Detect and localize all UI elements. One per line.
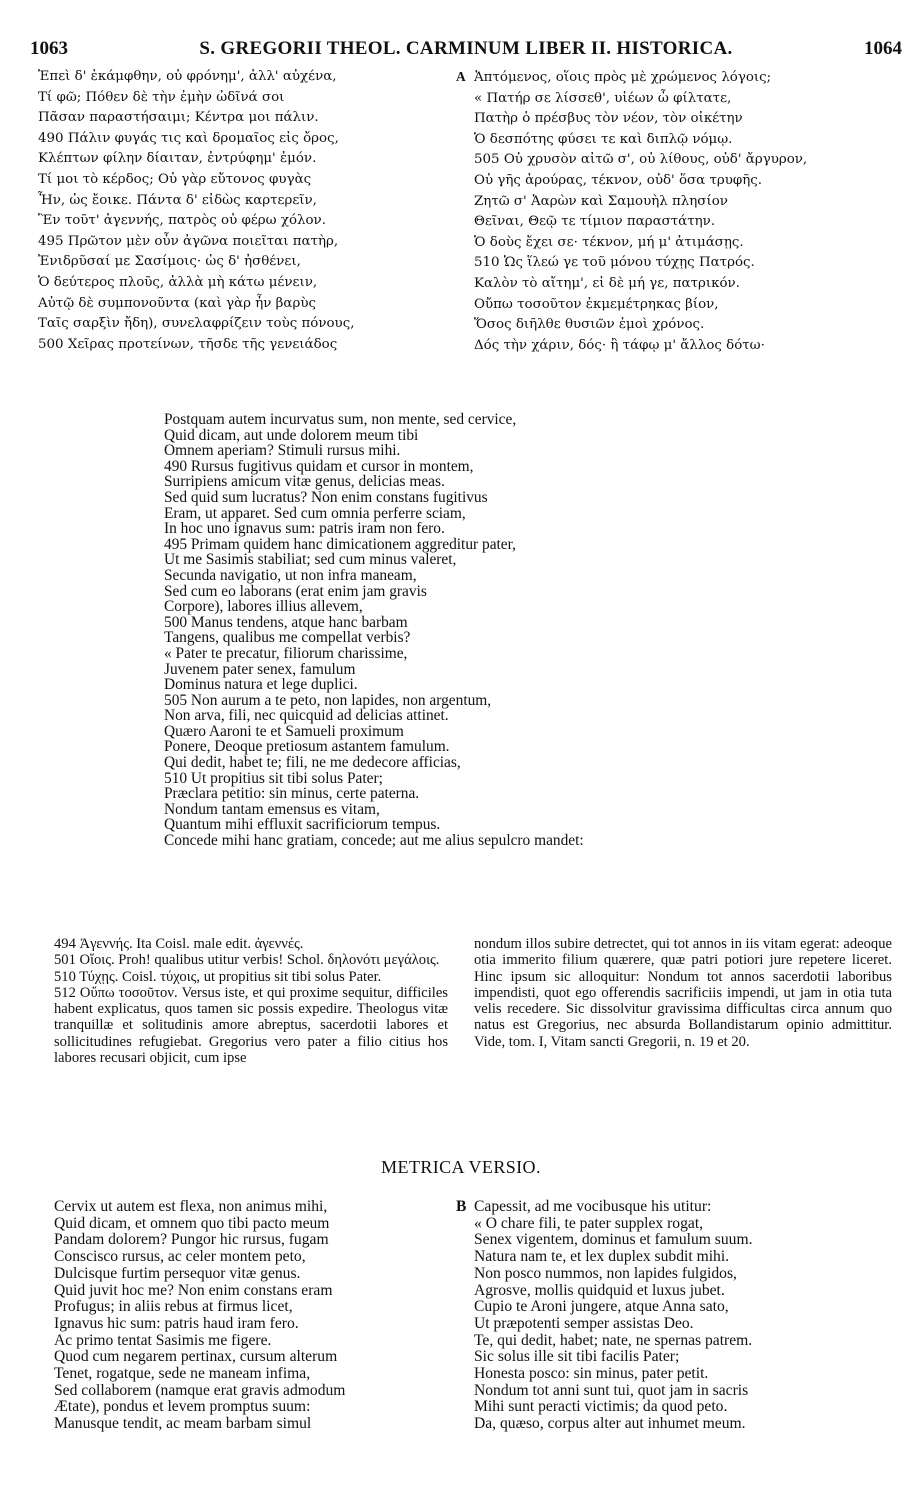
greek-verse-line (38, 149, 458, 170)
latin-verse-line-text: « Pater te precatur, filiorum charissime, (164, 644, 408, 662)
metrica-verse-line-text: Ignavus hic sum: patris haud iram fero. (54, 1314, 299, 1332)
greek-verse-line-text: 505 Οὐ χρυσὸν αἰτῶ σ', οὐ λίθους, οὐδ' ἄργυρον, (474, 152, 808, 168)
latin-verse-line-text: Quæro Aaroni te et Samueli proximum (164, 722, 404, 740)
metrica-verse-line (54, 1333, 444, 1350)
metrica-verse-line-text: « O chare fili, te pater supplex rogat, (474, 1214, 704, 1232)
greek-verse-line (38, 108, 458, 129)
latin-verse-line (164, 428, 864, 444)
greek-verse-line-text: Πᾶσαν παραστήσαιμι; Κέντρα μοι πάλιν. (38, 110, 319, 126)
latin-verse-line-text: Qui dedit, habet te; fili, ne me dedecore afficias, (164, 754, 461, 772)
greek-verse-line (38, 88, 458, 109)
latin-verse-line-text: Non arva, fili, nec quicquid ad delicias attinet. (164, 707, 449, 725)
metrica-verse-line (456, 1199, 896, 1216)
metrica-verse-line (54, 1349, 444, 1366)
metrica-verse-line (54, 1232, 444, 1249)
greek-verse-line-text: Ὁ δεύτερος πλοῦς, ἀλλὰ μὴ κάτω μένειν, (38, 274, 318, 290)
greek-verse-line-text: 490 Πάλιν φυγάς τις καὶ δρομαῖος εἰς ὄρος, (38, 130, 339, 146)
metrica-verse-line (54, 1199, 444, 1216)
greek-verse-line-text: 500 Χεῖρας προτείνων, τῆσδε τῆς γενειάδος (38, 336, 338, 352)
latin-verse-line-text: Tangens, qualibus me compellat verbis? (164, 629, 411, 647)
metrica-verse-line (54, 1249, 444, 1266)
greek-verse-line-text: 510 Ὡς ἵλεώ γε τοῦ μόνου τύχῃς Πατρός. (474, 255, 755, 271)
greek-verse-line (456, 315, 906, 336)
latin-verse-line (164, 708, 864, 724)
latin-verse-line-text: Ut me Sasimis stabiliat; sed cum minus valeret, (164, 551, 457, 569)
greek-verse-line (456, 192, 906, 213)
greek-verse-line (38, 170, 458, 191)
metrica-left-column (54, 1199, 444, 1433)
greek-verse-line (456, 233, 906, 254)
footnotes-left-column (54, 936, 448, 1066)
greek-verse-line-text: Ζητῶ σ' Ἀαρὼν καὶ Σαμουὴλ πλησίον (474, 193, 728, 209)
greek-verse-line-text: 495 Πρῶτον μὲν οὖν ἀγῶνα ποιεῖται πατὴρ, (38, 233, 339, 249)
latin-verse-line-text: Eram, ut apparet. Sed cum omnia perferre sciam, (164, 504, 466, 522)
metrica-verse-line (54, 1416, 444, 1433)
latin-verse-line (164, 817, 864, 833)
latin-verse-line-text: Omnem aperiam? Stimuli rursus mihi. (164, 442, 401, 460)
greek-verse-line-text: Ὁ δοὺς ἔχει σε· τέκνον, μή μ' ἀτιμάσῃς. (474, 234, 744, 250)
latin-verse-line (164, 537, 864, 553)
greek-verse-line (38, 314, 458, 335)
metrica-verse-line (456, 1283, 896, 1300)
metrica-verse-line-text: Capessit, ad me vocibusque his utitur: (474, 1198, 712, 1215)
latin-verse-line (164, 630, 864, 646)
latin-verse-line-text: Surripiens amicum vitæ genus, delicias meas. (164, 473, 445, 491)
greek-verse-line-text: Κλέπτων φίλην δίαιταν, ἐντρύφημ' ἐμόν. (38, 151, 317, 167)
greek-verse-line-text: Ὁ δεσπότης φύσει τε καὶ διπλῷ νόμῳ. (474, 131, 733, 147)
greek-verse-line-text: Καλὸν τὸ αἴτημ', εἰ δὲ μή γε, πατρικόν. (474, 275, 740, 291)
metrica-verse-line (54, 1216, 444, 1233)
greek-verse-line-text: Ἦν, ὡς ἔοικε. Πάντα δ' εἰδὼς καρτερεῖν, (38, 192, 317, 208)
greek-verse-line-text: Ἐνιδρῦσαί με Σασίμοις· ὡς δ' ἠσθένει, (38, 254, 301, 270)
latin-verse-line-text: 510 Ut propitius sit tibi solus Pater; (164, 769, 383, 787)
metrica-verse-line-text: Senex vigentem, dominus et famulum suum. (474, 1231, 753, 1249)
greek-verse-line (456, 171, 906, 192)
greek-verse-line (456, 150, 906, 171)
greek-verse-line-text: Ἓν τοῦτ' ἀγεννής, πατρὸς οὐ φέρω χόλον. (38, 213, 326, 229)
latin-verse-line (164, 786, 864, 802)
footnotes-right-column (474, 936, 892, 1050)
greek-verse-line (38, 335, 458, 356)
metrica-verse-line-text: Profugus; in aliis rebus at firmus licet, (54, 1298, 293, 1316)
metrica-verse-line-text: Cervix ut autem est flexa, non animus mihi, (54, 1198, 328, 1215)
metrica-verse-line (54, 1299, 444, 1316)
metrica-verse-line-text: Non posco nummos, non lapides fulgidos, (474, 1264, 737, 1282)
latin-verse-line (164, 568, 864, 584)
metrica-verse-line (54, 1366, 444, 1383)
metrica-verse-line (456, 1266, 896, 1283)
latin-verse-line (164, 599, 864, 615)
greek-verse-line-text: Ὅσος διῆλθε θυσιῶν ἐμοὶ χρόνος. (474, 317, 705, 333)
metrica-verse-line-text: Ac primo tentat Sasimis me figere. (54, 1331, 272, 1349)
footnote: 501 Οἵοις. Proh! qualibus utitur verbis! Schol. δηλονότι μεγάλοις. (54, 952, 440, 969)
metrica-verse-line-text: Manusque tendit, ac meam barbam simul (54, 1415, 312, 1433)
latin-verse-line-text: Juvenem pater senex, famulum (164, 660, 356, 678)
latin-verse-line (164, 584, 864, 600)
latin-verse-line-text: 490 Rursus fugitivus quidam et cursor in montem, (164, 457, 474, 475)
metrica-verse-line (456, 1316, 896, 1333)
greek-verse-line-text: Τί φῶ; Πόθεν δὲ τὴν ἐμὴν ὠδῖνά σοι (38, 89, 285, 105)
metrica-verse-line (456, 1333, 896, 1350)
metrica-verse-line (456, 1366, 896, 1383)
greek-verse-line-text: Πατὴρ ὁ πρέσβυς τὸν νέον, τὸν οἰκέτην (474, 111, 743, 127)
latin-verse-line-text: Præclara petitio: sin minus, certe paterna. (164, 785, 420, 803)
greek-verse-line-text: Οὔπω τοσοῦτον ἐκμεμέτρηκας βίον, (474, 296, 719, 312)
greek-verse-line (38, 294, 458, 315)
latin-verse-line (164, 755, 864, 771)
greek-verse-line (456, 89, 906, 110)
greek-verse-line-text: « Πατήρ σε λίσσεθ', υἱέων ὦ φίλτατε, (474, 90, 732, 106)
latin-verse-line-text: Quantum mihi effluxit sacrificiorum tempus. (164, 816, 441, 834)
metrica-versio-title: METRICA VERSIO. (381, 1157, 541, 1177)
metrica-verse-line (54, 1283, 444, 1300)
latin-verse-line (164, 646, 864, 662)
metrica-verse-line-text: Ætate), pondus et levem promptus suum: (54, 1398, 311, 1416)
metrica-verse-line (54, 1383, 444, 1400)
metrica-verse-line-text: Conscisco rursus, ac celer montem peto, (54, 1248, 306, 1266)
metrica-verse-line-text: Tenet, rogatque, sede ne maneam infima, (54, 1365, 311, 1383)
metrica-verse-line-text: Honesta posco: sin minus, pater petit. (474, 1365, 709, 1383)
latin-verse-line (164, 552, 864, 568)
latin-verse-line (164, 693, 864, 709)
greek-verse-line-text: Αὐτῷ δὲ συμπονοῦντα (καὶ γὰρ ἦν βαρὺς (38, 295, 316, 311)
greek-verse-line-text: Ἐπεὶ δ' ἐκάμφθην, οὐ φρόνημ', ἀλλ' αὐχένα, (38, 69, 337, 84)
column-marker: A (456, 69, 466, 84)
metrica-right-column (456, 1199, 896, 1433)
greek-verse-line (456, 130, 906, 151)
metrica-verse-line-text: Sed collaborem (namque erat gravis admodum (54, 1381, 346, 1399)
metrica-verse-line-text: Cupio te Aroni jungere, atque Anna sato, (474, 1298, 729, 1316)
latin-verse-line-text: Sed cum eo laborans (erat enim jam gravis (164, 582, 427, 600)
latin-verse-line (164, 474, 864, 490)
greek-verse-line (38, 191, 458, 212)
latin-translation (164, 412, 864, 849)
greek-verse-line (456, 253, 906, 274)
greek-verse-line (456, 109, 906, 130)
greek-verse-line (456, 212, 906, 233)
latin-verse-line-text: Dominus natura et lege duplici. (164, 676, 358, 694)
metrica-verse-line (54, 1266, 444, 1283)
greek-verse-line-text: Δός τὴν χάριν, δός· ἢ τάφῳ μ' ἄλλος δότω· (474, 337, 765, 353)
latin-verse-line-text: Sed quid sum lucratus? Non enim constans fugitivus (164, 488, 488, 506)
metrica-verse-line (456, 1416, 896, 1433)
latin-verse-line-text: In hoc uno ignavus sum: patris iram non fero. (164, 520, 445, 538)
metrica-verse-line-text: Quid juvit hoc me? Non enim constans eram (54, 1281, 333, 1299)
latin-verse-line (164, 412, 864, 428)
latin-verse-line (164, 662, 864, 678)
page-header (30, 38, 902, 64)
latin-verse-line (164, 739, 864, 755)
latin-verse-line (164, 490, 864, 506)
metrica-verse-line-text: Dulcisque furtim persequor vitæ genus. (54, 1264, 301, 1282)
metrica-verse-line-text: Quid dicam, et omnem quo tibi pacto meum (54, 1214, 330, 1232)
greek-verse-line-text: Ἁπτόμενος, οἵοις πρὸς μὲ χρώμενος λόγοις; (474, 70, 772, 85)
metrica-verse-line-text: Nondum tot anni sunt tui, quot jam in sacris (474, 1381, 749, 1399)
latin-verse-line-text: Secunda navigatio, ut non infra maneam, (164, 566, 417, 584)
metrica-verse-line (456, 1383, 896, 1400)
footnote: 512 Οὔπω τοσοῦτον. Versus iste, et qui proxime sequitur, difficiles habent explicatus, quos tamen sic possis expedire. Theologus vitæ tranquillæ et solitudinis amore abreptus, sacerdotii labores et sollicitudines refugiebat. Gregorius vero pater a filio citius hos labores recusari objicit, cum ipse (54, 984, 448, 1067)
latin-verse-line (164, 443, 864, 459)
footnote: 494 Ἀγεννής. Ita Coisl. male edit. ἀγεννές. (54, 936, 304, 952)
latin-verse-line-text: Concede mihi hanc gratiam, concede; aut me alius sepulcro mandet: (164, 832, 584, 850)
greek-verse-line-text: Ταῖς σαρξὶν ἤδη), συνελαφρίζειν τοὺς πόνους, (38, 316, 355, 332)
greek-verse-line (38, 273, 458, 294)
metrica-verse-line (456, 1232, 896, 1249)
greek-verse-line (456, 67, 906, 89)
metrica-verse-line-text: Agrosve, mollis quidquid et luxus jubet. (474, 1281, 725, 1299)
metrica-verse-line-text: Mihi sunt peracti victimis; da quod peto. (474, 1398, 728, 1416)
metrica-verse-line-text: Natura nam te, et lex duplex subdit mihi. (474, 1248, 730, 1266)
metrica-verse-line-text: Sic solus ille sit tibi facilis Pater; (474, 1348, 680, 1366)
latin-verse-line (164, 802, 864, 818)
latin-verse-line-text: Quid dicam, aut unde dolorem meum tibi (164, 426, 419, 444)
latin-verse-line (164, 459, 864, 475)
greek-text-left-column (38, 67, 458, 355)
metrica-verse-line-text: Te, qui dedit, habet; nate, ne spernas patrem. (474, 1331, 753, 1349)
latin-verse-line-text: 505 Non aurum a te peto, non lapides, non argentum, (164, 691, 492, 709)
page-number-right: 1064 (864, 38, 902, 59)
latin-verse-line (164, 771, 864, 787)
greek-verse-line (38, 232, 458, 253)
latin-verse-line-text: Nondum tantam emensus es vitam, (164, 800, 380, 818)
metrica-verse-line-text: Pandam dolorem? Pungor hic rursus, fugam (54, 1231, 329, 1249)
latin-verse-line (164, 521, 864, 537)
metrica-verse-line (456, 1216, 896, 1233)
latin-verse-line-text: Corpore), labores illius allevem, (164, 598, 363, 616)
metrica-verse-line-text: Ut præpotenti semper assistas Deo. (474, 1314, 694, 1332)
metrica-verse-line (456, 1399, 896, 1416)
greek-verse-line (456, 295, 906, 316)
latin-verse-line-text: Postquam autem incurvatus sum, non mente, sed cervice, (164, 411, 517, 428)
latin-verse-line (164, 833, 864, 849)
page-number-left: 1063 (30, 38, 68, 59)
greek-verse-line-text: Οὐ γῆς ἀρούρας, τέκνον, οὐδ' ὅσα τρυφῆς. (474, 172, 763, 188)
greek-verse-line (456, 336, 906, 357)
latin-verse-line (164, 506, 864, 522)
running-title: S. GREGORII THEOL. CARMINUM LIBER II. HISTORICA. (199, 38, 733, 59)
latin-verse-line-text: Ponere, Deoque pretiosum astantem famulum. (164, 738, 450, 756)
latin-verse-line (164, 724, 864, 740)
metrica-verse-line-text: Da, quæso, corpus alter aut inhumet meum. (474, 1415, 746, 1433)
footnote-continuation: nondum illos subire detrectet, qui tot annos in iis vitam egerat: adeoque otia immerito filium quærere, quæ patri potiori jure repetere liceret. Hinc ipsum sic alloquitur: Nondum tot annos sacerdotii laboribus impendisti, quot ego offerendis sacrificiis impendi, ut jam in otia tuta velis recedere. Sic dissolvitur gravissima difficultas circa annum quo natus est Gregorius, nec absurda Bollandistarum opinio admittitur. Vide, tom. I, Vitam sancti Gregorii, n. 19 et 20. (474, 936, 892, 1050)
metrica-verse-line-text: Quod cum negarem pertinax, cursum alterum (54, 1348, 338, 1366)
metrica-verse-line (456, 1349, 896, 1366)
greek-verse-line (456, 274, 906, 295)
greek-verse-line (38, 129, 458, 150)
latin-verse-line (164, 677, 864, 693)
greek-verse-line (38, 252, 458, 273)
latin-verse-line (164, 615, 864, 631)
greek-verse-line (38, 211, 458, 232)
greek-verse-line-text: Τί μοι τὸ κέρδος; Οὐ γὰρ εὔτονος φυγὰς (38, 171, 312, 187)
greek-verse-line (38, 67, 458, 88)
metrica-verse-line (54, 1399, 444, 1416)
greek-text-right-column (456, 67, 906, 356)
greek-verse-line-text: Θεῖναι, Θεῷ τε τίμιον παραστάτην. (474, 214, 716, 230)
metrica-verse-line (456, 1249, 896, 1266)
metrica-verse-line (54, 1316, 444, 1333)
latin-verse-line-text: 495 Primam quidem hanc dimicationem aggreditur pater, (164, 535, 516, 553)
latin-verse-line-text: 500 Manus tendens, atque hanc barbam (164, 613, 408, 631)
metrica-verse-line (456, 1299, 896, 1316)
footnote: 510 Τύχῃς. Coisl. τύχοις, ut propitius sit tibi solus Pater. (54, 968, 382, 985)
column-marker: B (456, 1198, 467, 1215)
